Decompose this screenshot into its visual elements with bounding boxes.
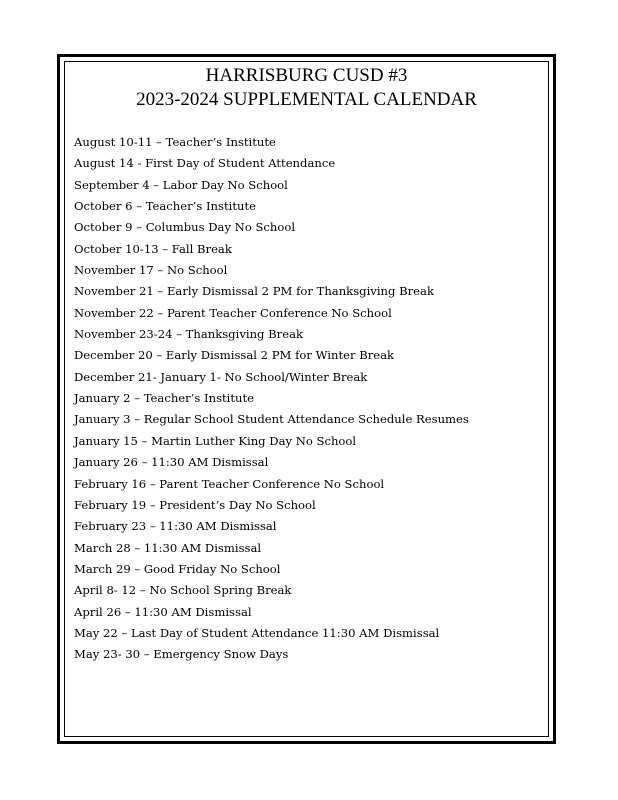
event-item: September 4 – Labor Day No School bbox=[74, 177, 288, 192]
event-item: April 8- 12 – No School Spring Break bbox=[74, 583, 292, 598]
event-item: April 26 – 11:30 AM Dismissal bbox=[74, 604, 252, 619]
event-item: December 21- January 1- No School/Winter Break bbox=[74, 369, 368, 384]
event-list bbox=[74, 132, 544, 666]
event-item: August 10-11 – Teacher’s Institute bbox=[74, 135, 276, 149]
calendar-title: 2023-2024 SUPPLEMENTAL CALENDAR bbox=[136, 89, 477, 110]
event-item: January 3 – Regular School Student Attendance Schedule Resumes bbox=[74, 412, 469, 427]
event-item: February 23 – 11:30 AM Dismissal bbox=[74, 519, 277, 534]
event-item: March 29 – Good Friday No School bbox=[74, 561, 281, 576]
event-item: May 23- 30 – Emergency Snow Days bbox=[74, 647, 289, 662]
event-item: November 21 – Early Dismissal 2 PM for Thanksgiving Break bbox=[74, 284, 434, 299]
event-item: March 28 – 11:30 AM Dismissal bbox=[74, 540, 262, 555]
event-item: May 22 – Last Day of Student Attendance 11:30 AM Dismissal bbox=[74, 625, 440, 640]
event-item: November 22 – Parent Teacher Conference No School bbox=[74, 305, 392, 320]
event-item: November 23-24 – Thanksgiving Break bbox=[74, 327, 304, 342]
event-item: October 10-13 – Fall Break bbox=[74, 241, 232, 256]
event-item: January 15 – Martin Luther King Day No School bbox=[74, 433, 357, 448]
event-item: February 19 – President’s Day No School bbox=[74, 497, 316, 512]
event-item: January 26 – 11:30 AM Dismissal bbox=[74, 455, 269, 470]
event-item: December 20 – Early Dismissal 2 PM for Winter Break bbox=[74, 348, 395, 363]
district-title: HARRISBURG CUSD #3 bbox=[205, 65, 408, 86]
event-item: January 2 – Teacher’s Institute bbox=[74, 391, 255, 406]
event-item: October 9 – Columbus Day No School bbox=[74, 220, 296, 235]
event-item: November 17 – No School bbox=[74, 263, 228, 278]
event-item: August 14 - First Day of Student Attendance bbox=[74, 156, 336, 171]
event-item: October 6 – Teacher’s Institute bbox=[74, 199, 256, 214]
event-item: February 16 – Parent Teacher Conference No School bbox=[74, 476, 385, 491]
